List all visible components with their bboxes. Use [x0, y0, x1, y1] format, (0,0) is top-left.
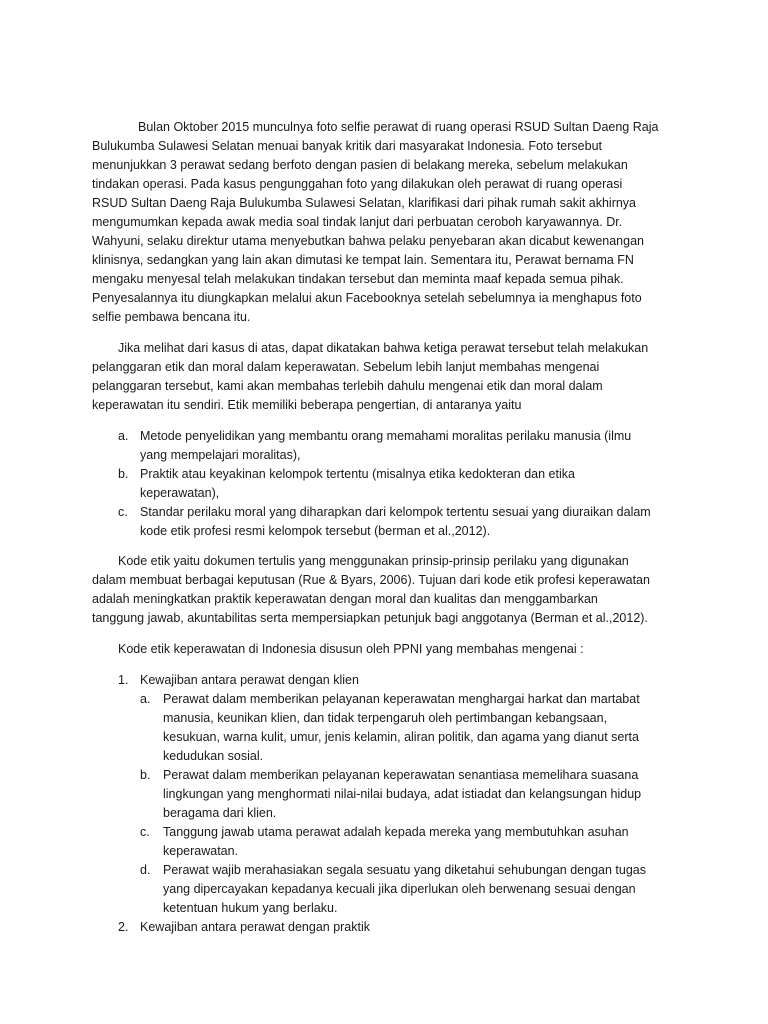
list-item-text: Praktik atau keyakinan kelompok tertentu (misalnya etika kedokteran dan etika	[140, 467, 575, 481]
list-marker: c.	[118, 505, 128, 519]
text-line: keperawatan itu sendiri. Etik memiliki beberapa pengertian, di antaranya yaitu	[92, 398, 522, 412]
list-item-text: Perawat dalam memberikan pelayanan keperawatan senantiasa memelihara suasana	[163, 768, 639, 782]
text-line: RSUD Sultan Daeng Raja Bulukumba Sulawesi Selatan, klarifikasi dari pihak rumah sakit akhirnya	[92, 196, 637, 210]
text-line: mengaku menyesal telah melakukan tindakan tersebut dan meminta maaf kepada semua pihak.	[92, 272, 624, 286]
list-marker: a.	[140, 692, 151, 706]
numbered-item-label: Kewajiban antara perawat dengan praktik	[140, 920, 371, 934]
text-line: mengumumkan kepada awak media soal tindak lanjut dari perbuatan ceroboh karyawannya. Dr.	[92, 215, 623, 229]
list-item-text: Tanggung jawab utama perawat adalah kepada mereka yang membutuhkan asuhan	[163, 825, 629, 839]
list-item-text: Perawat wajib merahasiakan segala sesuatu yang diketahui sehubungan dengan tugas	[163, 863, 646, 877]
text-line: pelanggaran tersebut, kami akan membahas terlebih dahulu mengenai etik dan moral dalam	[92, 379, 603, 393]
text-line: Bulan Oktober 2015 munculnya foto selfie perawat di ruang operasi RSUD Sultan Daeng Raja	[138, 120, 659, 134]
text-line: adalah meningkatkan praktik keperawatan dengan moral dan kualitas dan menggambarkan	[92, 592, 598, 606]
paragraph-ppni: Kode etik keperawatan di Indonesia disusun oleh PPNI yang membahas mengenai :	[118, 642, 584, 656]
list-marker: b.	[140, 768, 151, 782]
text-line: pelanggaran etik dan moral dalam keperawatan. Sebelum lebih lanjut membahas mengenai	[92, 360, 600, 374]
text-line: Penyesalannya itu diungkapkan melalui akun Facebooknya setelah sebelumnya ia menghapus foto	[92, 291, 642, 305]
text-line: klinisnya, sedangkan yang lain akan dimutasi ke tempat lain. Sementara itu, Perawat bernama FN	[92, 253, 634, 267]
text-line: Kode etik yaitu dokumen tertulis yang menggunakan prinsip-prinsip perilaku yang digunakan	[118, 554, 629, 568]
list-item-text: keperawatan),	[140, 486, 220, 500]
list-item-text: Metode penyelidikan yang membantu orang memahami moralitas perilaku manusia (ilmu	[140, 429, 632, 443]
text-line: menunjukkan 3 perawat sedang berfoto dengan pasien di belakang mereka, sebelum melakukan	[92, 158, 628, 172]
list-item-text: yang dipercayakan kepadanya kecuali jika diperlukan oleh berwenang sesuai dengan	[163, 882, 636, 896]
list-item-text: yang mempelajari moralitas),	[140, 448, 301, 462]
list-marker: b.	[118, 467, 129, 481]
list-item-text: kode etik profesi resmi kelompok tersebut (berman et al.,2012).	[140, 524, 491, 538]
text-line: Jika melihat dari kasus di atas, dapat dikatakan bahwa ketiga perawat tersebut telah melakukan	[118, 341, 649, 355]
list-item-text: ketentuan hukum yang berlaku.	[163, 901, 338, 915]
list-item-text: Standar perilaku moral yang diharapkan dari kelompok tertentu sesuai yang diuraikan dalam	[140, 505, 651, 519]
text-line: selfie pembawa bencana itu.	[92, 310, 251, 324]
text-line: Wahyuni, selaku direktur utama menyebutkan bahwa pelaku penyebaran akan dicabut kewenangan	[92, 234, 644, 248]
list-marker: d.	[140, 863, 151, 877]
list-item-text: lingkungan yang menghormati nilai-nilai budaya, adat istiadat dan kelangsungan hidup	[163, 787, 642, 801]
list-marker: 1.	[118, 673, 129, 687]
list-item-text: beragama dari klien.	[163, 806, 277, 820]
text-line: tanggung jawab, akuntabilitas serta mempersiapkan petunjuk bagi anggotanya (Berman et al.,2012).	[92, 611, 648, 625]
text-line: tindakan operasi. Pada kasus pengunggahan foto yang dilakukan oleh perawat di ruang operasi	[92, 177, 623, 191]
numbered-item-label: Kewajiban antara perawat dengan klien	[140, 673, 359, 687]
list-marker: 2.	[118, 920, 129, 934]
text-line: Bulukumba Sulawesi Selatan menuai banyak kritik dari masyarakat Indonesia. Foto tersebut	[92, 139, 602, 153]
text-line: dalam membuat berbagai keputusan (Rue & Byars, 2006). Tujuan dari kode etik profesi keperawatan	[92, 573, 650, 587]
list-item-text: kesukuan, warna kulit, umur, jenis kelamin, aliran politik, dan agama yang dianut serta	[163, 730, 639, 744]
list-item-text: Perawat dalam memberikan pelayanan keperawatan menghargai harkat dan martabat	[163, 692, 640, 706]
list-item-text: keperawatan.	[163, 844, 239, 858]
list-item-text: manusia, keunikan klien, dan tidak terpengaruh oleh pertimbangan kebangsaan,	[163, 711, 608, 725]
list-item-text: kedudukan sosial.	[163, 749, 264, 763]
list-marker: a.	[118, 429, 129, 443]
list-marker: c.	[140, 825, 150, 839]
